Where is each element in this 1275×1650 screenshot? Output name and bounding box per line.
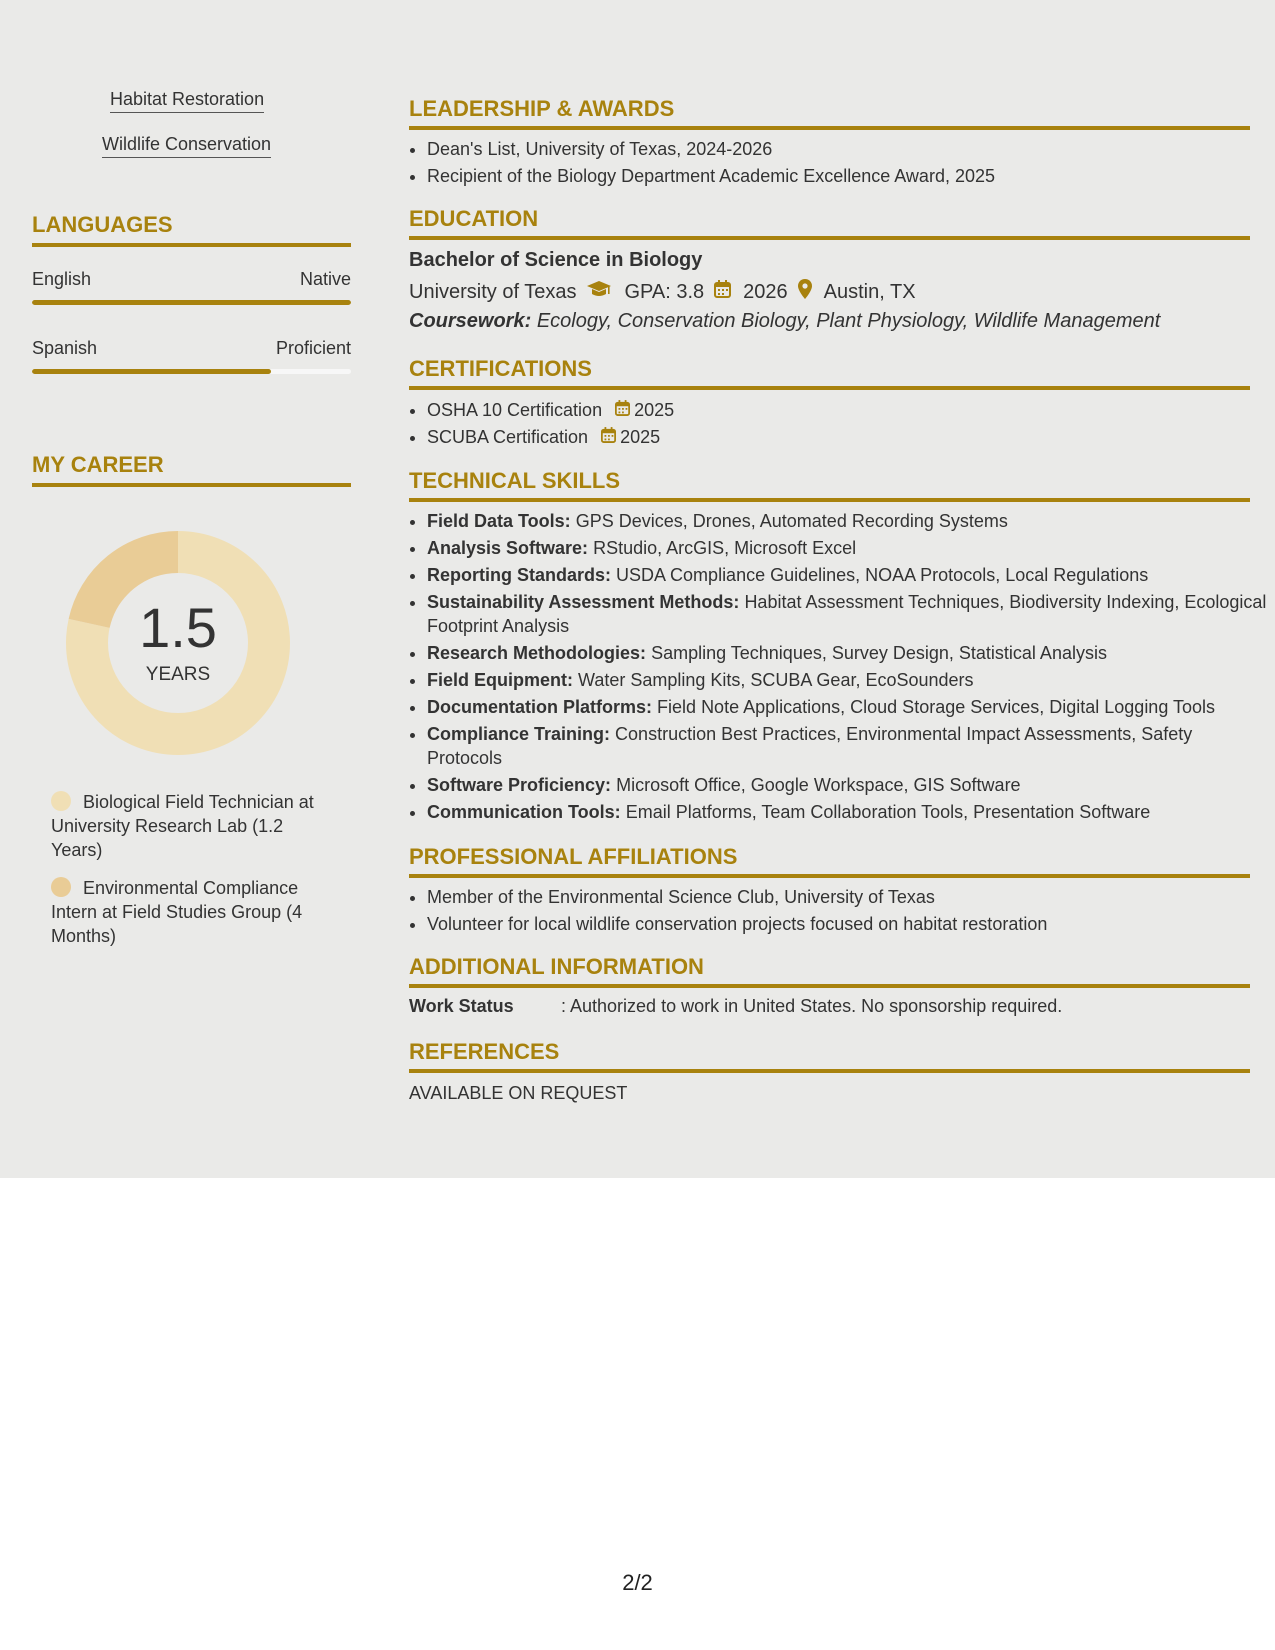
list-item: • Member of the Environmental Science Club, University of Texas [427,885,1268,909]
skills-heading: TECHNICAL SKILLS [409,468,1250,502]
school-location: Austin, TX [823,280,916,303]
language-name: Spanish [32,338,98,358]
education-heading: EDUCATION [409,206,1250,240]
languages-heading: LANGUAGES [32,212,351,247]
skill-value: Sampling Techniques, Survey Design, Statistical Analysis [651,643,1107,663]
career-legend-text: Biological Field Technician at University Research Lab (1.2 Years) [51,792,314,860]
skill-item [427,509,1268,533]
skill-item [427,641,1268,665]
skill-label: Software Proficiency: [427,775,612,795]
degree-title: Bachelor of Science in Biology [409,249,703,271]
references-text: AVAILABLE ON REQUEST [409,1083,628,1103]
coursework-label: Coursework: [409,310,532,332]
legend-dot [51,877,71,897]
language-bar-fill [32,369,271,374]
skill-value: Habitat Assessment Techniques, Biodiversity Indexing, Ecological Footprint Analysis [427,592,1267,636]
list-item [427,398,1268,422]
school-name: University of Texas [409,280,577,303]
language-level: Proficient [275,338,351,358]
education-meta [409,279,916,305]
skill-item [427,563,1268,587]
legend-dot [51,791,71,811]
list-item [427,425,1268,449]
skills-list [409,509,1268,827]
graduation-cap-icon [586,280,612,304]
skill-value: RStudio, ArcGIS, Microsoft Excel [593,538,857,558]
calendar-icon [615,398,634,422]
calendar-icon [601,425,620,449]
certification-year: 2025 [634,400,675,420]
language-level: Native [299,269,351,289]
list-item: • Volunteer for local wildlife conservation projects focused on habitat restoration [427,912,1268,936]
certifications-list [409,398,1268,452]
work-status-label: Work Status [409,996,514,1016]
skill-value: Field Note Applications, Cloud Storage Services, Digital Logging Tools [657,697,1216,717]
map-pin-icon [798,279,812,305]
graduation-year: 2026 [743,280,788,303]
language-row [32,269,351,290]
skill-item [427,722,1268,770]
affiliations-list [409,885,1268,939]
language-bar-fill [32,300,351,305]
skill-label: Research Methodologies: [427,643,647,663]
skill-label: Field Equipment: [427,670,573,690]
certification-name: OSHA 10 Certification [427,400,603,420]
skill-label: Compliance Training: [427,724,611,744]
skill-label: Documentation Platforms: [427,697,653,717]
skill-label: Field Data Tools: [427,511,571,531]
skill-item [427,695,1268,719]
language-row [32,338,351,359]
certification-year: 2025 [620,427,661,447]
interest-item: Habitat Restoration [110,89,264,113]
affiliations-heading: PROFESSIONAL AFFILIATIONS [409,844,1250,878]
list-item: • Dean's List, University of Texas, 2024-2026 [427,137,1268,161]
skill-item [427,668,1268,692]
leadership-heading: LEADERSHIP & AWARDS [409,96,1250,130]
coursework-list: Ecology, Conservation Biology, Plant Physiology, Wildlife Management [536,310,1161,332]
skill-label: Analysis Software: [427,538,589,558]
work-status-value: : Authorized to work in United States. No sponsorship required. [561,996,1063,1016]
skill-value: Microsoft Office, Google Workspace, GIS Software [616,775,1021,795]
career-legend-item [51,790,321,862]
career-total-unit: YEARS [145,664,211,685]
language-name: English [32,269,92,289]
career-legend-text: Environmental Compliance Intern at Field Studies Group (4 Months) [51,878,303,946]
interest-item: Wildlife Conservation [102,134,271,158]
skill-value: GPS Devices, Drones, Automated Recording Systems [575,511,1008,531]
calendar-icon [714,280,731,304]
skill-item [427,590,1268,638]
career-legend-item [51,876,321,948]
additional-info-heading: ADDITIONAL INFORMATION [409,954,1250,988]
language-bar [32,300,351,305]
skill-label: Communication Tools: [427,802,621,822]
career-total-years: 1.5 [139,596,217,659]
skill-value: Water Sampling Kits, SCUBA Gear, EcoSounders [578,670,974,690]
skill-item [427,773,1268,797]
language-bar [32,369,351,374]
career-heading: MY CAREER [32,452,351,487]
leadership-list [409,137,1268,191]
work-status-row [409,996,1062,1017]
references-heading: REFERENCES [409,1039,1250,1073]
skill-item [427,536,1268,560]
skill-value: Construction Best Practices, Environmental Impact Assessments, Safety Protocols [427,724,1193,768]
skill-value: USDA Compliance Guidelines, NOAA Protocols, Local Regulations [616,565,1149,585]
list-item: • Recipient of the Biology Department Academic Excellence Award, 2025 [427,164,1268,188]
page-number: 2/2 [622,1570,653,1595]
gpa: GPA: 3.8 [624,280,705,303]
coursework [409,310,1160,333]
skill-label: Reporting Standards: [427,565,612,585]
certification-name: SCUBA Certification [427,427,589,447]
certifications-heading: CERTIFICATIONS [409,356,1250,390]
skill-item [427,800,1268,824]
skill-label: Sustainability Assessment Methods: [427,592,740,612]
skill-value: Email Platforms, Team Collaboration Tools, Presentation Software [625,802,1151,822]
